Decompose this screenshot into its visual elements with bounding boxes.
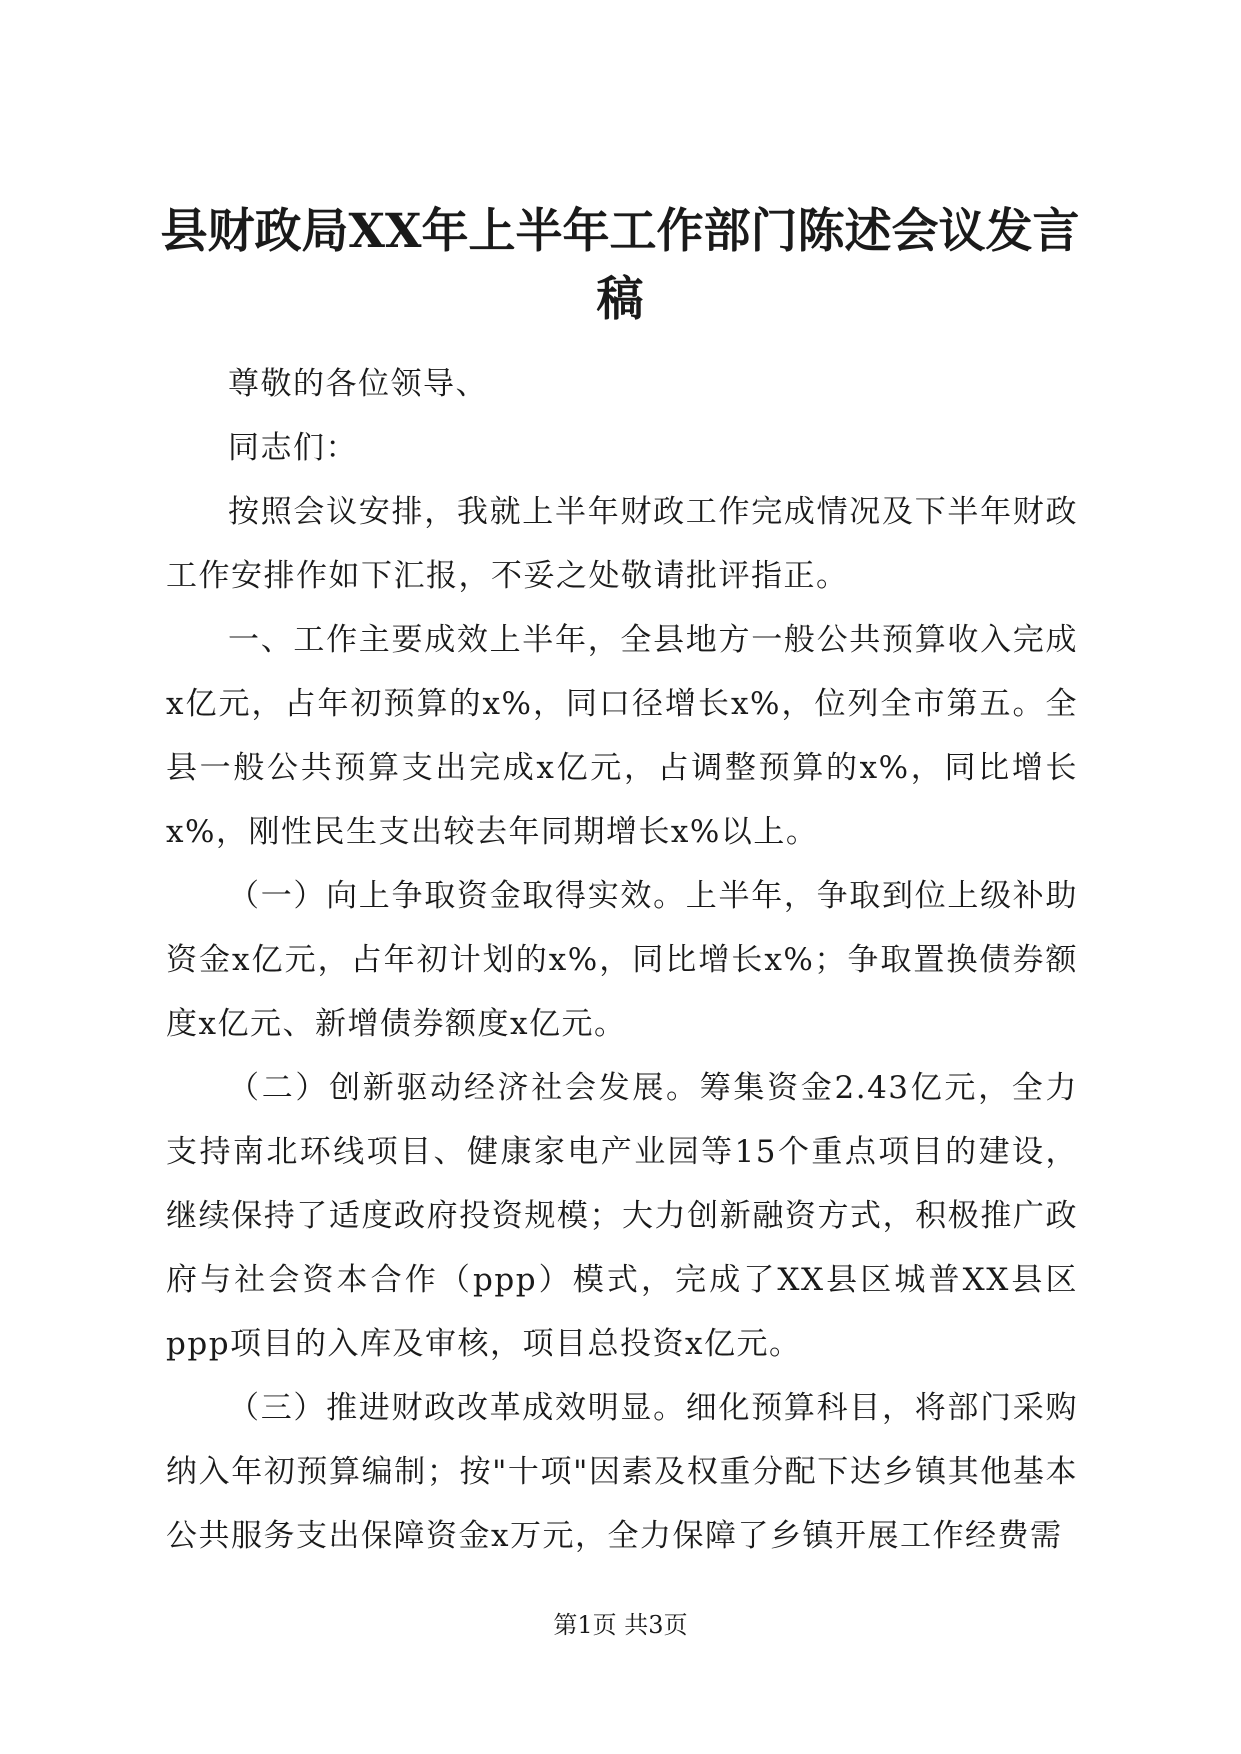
paragraph-subsection-3: （三）推进财政改革成效明显。细化预算科目，将部门采购纳入年初预算编制；按"十项"因素及权重分配下达乡镇其他基本公共服务支出保障资金x万元，全力保障了乡镇开展工作经费需	[166, 1390, 1078, 1554]
salutation-line-1: 尊敬的各位领导、	[228, 366, 488, 402]
paragraph-subsection-1: （一）向上争取资金取得实效。上半年，争取到位上级补助资金x亿元，占年初计划的x%，同比增长x%；争取置换债券额度x亿元、新增债券额度x亿元。	[166, 878, 1078, 1042]
salutation-line-2: 同志们：	[228, 430, 358, 466]
document-body	[166, 352, 1078, 1568]
page-number-footer: 第1页 共3页	[553, 1611, 688, 1639]
paragraph-section-1: 一、工作主要成效上半年，全县地方一般公共预算收入完成x亿元，占年初预算的x%，同口径增长x%，位列全市第五。全县一般公共预算支出完成x亿元，占调整预算的x%，同比增长x%，刚性民生支出较去年同期增长x%以上。	[166, 622, 1078, 850]
paragraph-intro: 按照会议安排，我就上半年财政工作完成情况及下半年财政工作安排作如下汇报，不妥之处敬请批评指正。	[166, 494, 1078, 594]
paragraph-subsection-2: （二）创新驱动经济社会发展。筹集资金2.43亿元，全力支持南北环线项目、健康家电产业园等15个重点项目的建设，继续保持了适度政府投资规模；大力创新融资方式，积极推广政府与社会资本合作（ppp）模式，完成了XX县区城普XX县区ppp项目的入库及审核，项目总投资x亿元。	[166, 1070, 1078, 1362]
document-title: 县财政局XX年上半年工作部门陈述会议发言稿	[160, 204, 1080, 327]
